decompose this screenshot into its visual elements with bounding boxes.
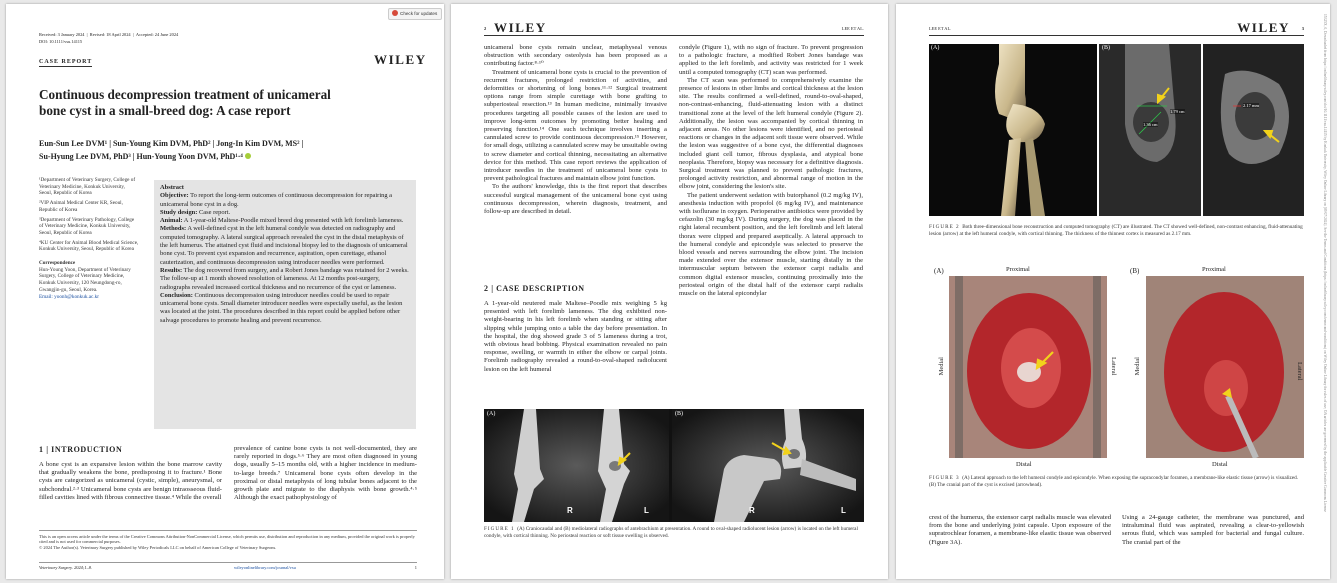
figure-1-panel-label: (A): [487, 411, 496, 417]
abstract-methods: Methods: A well-defined cyst in the left humeral condyle was detected on radiography and computed tomography. A lateral surgical approach revealed the cyst in the distal metaphysis of the left humerus. The attained cyst fluid and incisional biopsy led to the diagnosis of unicameral bone cyst. To prevent cyst expansion and recurrence, aspiration, open curettage, ethanol cauterization, and continuous decompression using introducer needles were performed.: [160, 225, 408, 266]
orientation-proximal: Proximal: [1006, 266, 1030, 273]
correspondence-heading: Correspondence: [39, 260, 76, 267]
measurement-label: 1.79 cm: [1170, 109, 1185, 114]
section-heading-introduction: 1 | INTRODUCTION: [39, 445, 123, 454]
side-marker-r: R: [567, 506, 573, 515]
side-marker-l: L: [841, 506, 846, 515]
orientation-distal: Distal: [1016, 461, 1032, 468]
measurement-label: 1.36 cm: [1143, 122, 1158, 127]
figure-1-radiographs: [484, 409, 864, 522]
article-title: Continuous decompression treatment of unicameral bone cyst in a small-breed dog: A case report: [39, 87, 331, 118]
side-marker-r: R: [749, 506, 755, 515]
orientation-medial: Medial: [938, 357, 945, 376]
abstract-heading: Abstract: [160, 184, 184, 191]
publisher-logo: WILEY: [374, 52, 427, 67]
intro-text-right: prevalence of canine bone cysts is not well-documented, they are rarely reported in dogs.⁵·⁶ They are most often diagnosed in young dogs, usually 5–15 months old, with a higher incidence in medium-to-large breeds.⁷ Unicameral bone cysts often develop in the proximal or distal metaphysis of long tubular bones adjacent to the growth plate and migrate to the diaphysis with bone growth.⁴·⁵ Although the exact pathophysiology of: [234, 445, 417, 502]
measurement-label: 2.17 mm: [1243, 103, 1260, 108]
license-notice: This is an open access article under the terms of the Creative Commons Attribution-NonCommercial License, which permits use, distribution and reproduction in any medium, provided the original work is properly cited and is not used for commercial purposes. © 2024 The Author(s). Veterinary Surgery published by Wiley Periodicals LLC on behalf of American College of Veterinary Surgeons.: [39, 530, 417, 550]
affiliation: ³Department of Veterinary Pathology, College of Veterinary Medicine, Konkuk University, Seoul, Republic of Korea: [39, 216, 135, 236]
publisher-logo: WILEY: [1237, 20, 1290, 35]
orientation-proximal: Proximal: [1202, 266, 1226, 273]
abstract-box: [154, 180, 416, 429]
article-dates: Received: 3 January 2024 | Revised: 18 April 2024 | Accepted: 24 June 2024: [39, 32, 179, 37]
updates-icon: [392, 10, 398, 16]
body-column-right: Using a 24-gauge catheter, the membrane was punctured, and intraluminal fluid was aspirated, revealing a clear-to-yellowish serous fluid, which was sampled for bacterial and fungal culture. The cranial part of the: [1122, 514, 1304, 546]
side-marker-l: L: [644, 506, 649, 515]
abstract-conclusion: Conclusion: Continuous decompression using introducer needles could be used to repair unicameral bone cysts. Small diameter introducer needles were especially useful, as the lesion was located at the joint. The procedures described in this report could be applied before other salvage procedures to promote healing and prevent recurrence.: [160, 291, 403, 324]
page-footer: Veterinary Surgery. 2024;1–8. wileyonlinelibrary.com/journal/vsu 1: [39, 562, 417, 570]
page-2: [451, 4, 888, 579]
orientation-lateral: Lateral: [1110, 357, 1117, 376]
affiliation: ²VIP Animal Medical Center KR, Seoul, Republic of Korea: [39, 200, 123, 213]
affiliation: ⁴KU Center for Animal Blood Medical Science, Konkuk University, Seoul, Republic of Korea: [39, 239, 139, 253]
correspondence-address: Hun-Young Yoon, Department of Veterinary Surgery, College of Veterinary Medicine, Konkuk University, 120 Neungdong-ro, Gwangjin-gu, Seoul, Korea.: [39, 266, 131, 293]
running-header: 2 WILEY LEE ET AL.: [484, 20, 864, 35]
orcid-icon[interactable]: [245, 153, 251, 159]
body-column-left: unicameral bone cysts remain unclear, metaphyseal venous obstruction with secondary osteolysis has been proposed as a contributing factor.⁸·¹⁰ Treatment of unicameral bone cysts is crucial to the prevention of recurrent fractures, prolonged restriction of activities, and deformities or shortening of long bones.¹¹·¹² Surgical treatment options range from simple curettage with bone grafting to subperiosteal resection.¹³ In human medicine, minimally invasive procedures targeting all possible causes of the lesion are used to improve long-term outcomes by promoting better healing and preserving function.¹⁴ One such technique involves inserting a cannulated screw to provide continuous decompression.¹⁵ However, for small dogs, utilizing a cannulated screw may be unsuitable owing to screw diameter and cortical thinning, necessitating an alternative device for this method. This case report reviews the application of introducer needles in the treatment of unicameral bone cysts to prevent pathological fractures and maintain elbow joint function. To the authors' knowledge, this is the first report that describes successful surgical management of the unicameral bone cyst using continuous decompression, wherein diagnosis, treatment, and follow-up are described in detail.: [484, 44, 667, 216]
abstract-objective: Objective: To report the long-term outcomes of continuous decompression for repairing a unicameral bone cyst in a dog.: [160, 192, 393, 208]
figure-2-ct-images: [929, 44, 1304, 216]
doi: DOI: 10.1111/vsu.14115: [39, 39, 83, 44]
figure-1-caption: FIGURE 1 (A) Craniocaudal and (B) mediolateral radiographs of antebrachium at presentation. A round to oval-shaped radiolucent lesion (arrow) is located on the left humeral condyle, with cortical thinning. No periosteal reaction or soft tissue swelling is observed.: [484, 526, 858, 539]
orientation-distal: Distal: [1212, 461, 1228, 468]
figure-3-panel-label: (A): [934, 267, 944, 275]
page-3: [896, 4, 1330, 579]
figure-3-caption: FIGURE 3 (A) Lateral approach to the left humeral condyle and epicondyle. When exposing the supracondylar foramen, a membrane-like elastic tissue (arrow) is visualized. (B) The cranial part of the cyst is excised (arrowhead).: [929, 475, 1299, 488]
article-type: CASE REPORT: [39, 59, 93, 65]
section-heading-case-description: 2 | CASE DESCRIPTION: [484, 284, 585, 293]
page-1: [6, 4, 444, 579]
surgery-photo-b: [1146, 276, 1304, 458]
affiliation: ¹Department of Veterinary Surgery, College of Veterinary Medicine, Konkuk University, Seoul, Republic of Korea: [39, 177, 136, 197]
ct-image: [929, 44, 1304, 216]
abstract-results: Results: The dog recovered from surgery, and a Robert Jones bandage was retained for 2 weeks. The follow-up at 1 month showed resolution of lameness. At 12 months post-surgery, radiographs revealed increased cortical thickness and no recurrence of the cyst or lameness.: [160, 266, 409, 291]
body-column-right: condyle (Figure 1), with no sign of fracture. To prevent progression to a pathologic fracture, a modified Robert Jones bandage was applied to the left forelimb, and activity was restricted for 1 week until a computed tomography (CT) scan was performed. The CT scan was performed to comprehensively examine the presence of lesions in other limbs and cortical thickness at the lesion site. The results confirmed a well-defined, round-to-oval-shaped, non-contrast-enhancing, fluid-attenuating lesion with a distinct transitional zone at the level of the left humeral condyle (Figure 2). Additionally, the lesion was accompanied by cortical thinning in adjacent areas. No other lesions were identified, and no periosteal reactions or changes in the adjacent soft tissue were observed. While the lesion was suggestive of a bone cyst, the differential diagnoses included giant cell tumor, fibrous dysplasia, and atypical bone neoplasia. Therefore, biopsy was necessary for a definitive diagnosis. Surgical treatment was planned to prevent pathologic fractures, prolonged activity restriction, and abnormal range of motion in the elbow joint, considering the lesion's site. The patient underwent sedation with butorphanol (0.2 mg/kg IV), anesthesia induction with propofol (6 mg/kg IV), and maintenance with isoflurane in oxygen. Perioperative antibiotics were provided by cefazolin (30 mg/kg IV). During surgery, the dog was placed in the right lateral recumbent position, and the left forelimb and left lateral thorax were clipped and prepared aseptically. A lateral approach to the humeral condyle and epicondyle was selected to preserve the blood vessels and nerves surrounding the elbow joint. The incision made extended over the extensor muscle, starting distally in the intermuscular septum between the extensor carpi radialis and common digital extensor muscles, continuing proximally into the periosteal origin of the distal half of the extensor carpi radialis muscle on the lateral epicondylar: [679, 44, 863, 298]
author-list: Eun-Sun Lee DVM¹ | Sun-Young Kim DVM, PhD² | Jong-In Kim DVM, MS² | Su-Hyung Lee DVM, PhD³ | Hun-Young Yoon DVM, PhD¹·⁴: [39, 139, 304, 161]
body-column-left: crest of the humerus, the extensor carpi radialis muscle was elevated from the bone and underlying joint capsule. Upon exposure of the supratrochlear foramen, a membrane-like elastic tissue was observed (Figure 3A).: [929, 514, 1111, 546]
figure-2-panel-label: (A): [931, 45, 940, 51]
abstract-study-design: Study design: Case report.: [160, 208, 231, 216]
radiograph-image: [484, 409, 864, 522]
orientation-medial: Medial: [1134, 357, 1141, 376]
figure-1-panel-label: (B): [675, 411, 683, 417]
abstract-animal: Animal: A 1-year-old Maltese-Poodle mixed breed dog presented with left forelimb lameness.: [160, 217, 404, 225]
check-for-updates-button[interactable]: Check for updates: [388, 8, 442, 20]
journal-link[interactable]: wileyonlinelibrary.com/journal/vsu: [234, 565, 296, 570]
figure-3-surgical-photos: [934, 262, 1304, 474]
figure-2-caption: FIGURE 2 Both three-dimensional bone reconstruction and computed tomography (CT) are illustrated. The CT showed well-defined, non-contrast enhancing, fluid-attenuating lesion (arrow) at the left humeral condyle, with cortical thinning. The thickness of the thinnest cortex is measured as 2.17 mm.: [929, 224, 1303, 237]
orientation-lateral: Lateral: [1296, 362, 1303, 381]
correspondence-email[interactable]: Email: yoonh@konkuk.ac.kr: [39, 293, 99, 300]
surgery-photo-a: [949, 276, 1107, 458]
running-header: LEE ET AL. WILEY 3: [929, 20, 1304, 35]
download-notice-sidebar: 15325X, 0, Downloaded from https://onlinelibrary.wiley.com/doi/10.1111/vsu.14115 by Konkuk University, Wiley Online Library on [09/07/2024]. See the Terms and Conditions (https://onlinelibrary.wiley.com/terms-and-conditions) on Wiley Online Library for rules of use; OA articles are governed by the applicable Creative Commons License: [1323, 14, 1327, 512]
publisher-logo: WILEY: [494, 20, 547, 35]
figure-3-panel-label: (B): [1130, 267, 1140, 275]
case-text-left: A 1-year-old neutered male Maltese–Poodle mix weighing 5 kg presented with left forelimb lameness. The dog exhibited non-weight-bearing in his left forelimb when standing or sitting after slipping while jumping onto a table the day before presentation. In the hospital, the dog showed grade 3 of 5 lameness during a trot, with obvious head bobbing. Physical examination revealed no pain response, swelling, or warmth in either the elbow or carpal joints. Forelimb radiography revealed a round-to-oval-shaped radiolucent lesion on the left humeral: [484, 300, 667, 373]
affiliations: [39, 177, 139, 300]
intro-text-left: A bone cyst is an expansive lesion within the bone marrow cavity that gradually weakens the bone, predisposing it to fracture.¹ Bone cysts are categorized as unicameral (cystic, simple), aneurysmal, or subchondral.²·³ Unicameral bone cysts are benign intraosseous fluid-filled cavities lined with fibrous connective tissue.⁴ While the overall: [39, 461, 222, 501]
figure-2-panel-label: (B): [1102, 45, 1110, 51]
